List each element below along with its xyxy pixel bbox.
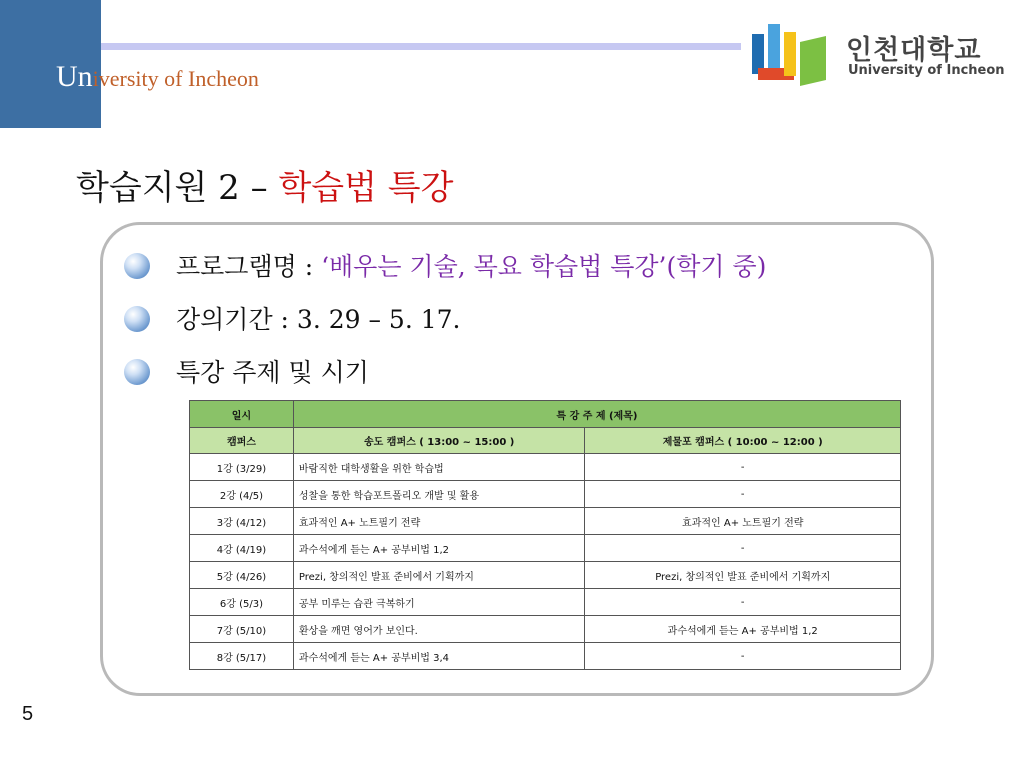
table-row <box>190 454 901 481</box>
bullet-period: 강의기간 : 3. 29 – 5. 17. <box>176 305 461 334</box>
header-bar <box>101 43 741 50</box>
row-date: 3강 (4/12) <box>190 508 294 535</box>
table-row <box>190 589 901 616</box>
brand-rest: iversity of Incheon <box>92 66 259 91</box>
row-date: 4강 (4/19) <box>190 535 294 562</box>
row-songdo: 공부 미루는 습관 극복하기 <box>293 589 585 616</box>
logo-english-name: University of Incheon <box>848 63 1005 78</box>
row-songdo: 성찰을 통한 학습포트폴리오 개발 및 활용 <box>293 481 585 508</box>
row-jemulpo: - <box>585 535 901 562</box>
bullet-program <box>176 247 766 283</box>
brand-text <box>56 60 259 97</box>
bullet-icon <box>124 306 150 332</box>
header-topic: 특 강 주 제 (제목) <box>293 401 900 428</box>
page-number: 5 <box>22 703 34 725</box>
row-date: 6강 (5/3) <box>190 589 294 616</box>
row-jemulpo: 과수석에게 듣는 A+ 공부비법 1,2 <box>585 616 901 643</box>
university-logo-icon <box>748 24 830 88</box>
bullet-program-value: ‘배우는 기술, 목요 학습법 특강’(학기 중) <box>321 252 767 281</box>
row-date: 2강 (4/5) <box>190 481 294 508</box>
bullet-icon <box>124 253 150 279</box>
bullet-icon <box>124 359 150 385</box>
row-jemulpo: - <box>585 643 901 670</box>
row-jemulpo: - <box>585 454 901 481</box>
table-row <box>190 481 901 508</box>
slide-title <box>76 160 453 209</box>
row-jemulpo: Prezi, 창의적인 발표 준비에서 기획까지 <box>585 562 901 589</box>
row-date: 1강 (3/29) <box>190 454 294 481</box>
table-row <box>190 535 901 562</box>
header-date: 일시 <box>190 401 294 428</box>
subheader-campus: 캠퍼스 <box>190 428 294 454</box>
brand-prefix: Un <box>56 60 93 93</box>
row-date: 8강 (5/17) <box>190 643 294 670</box>
row-jemulpo: 효과적인 A+ 노트필기 전략 <box>585 508 901 535</box>
row-date: 5강 (4/26) <box>190 562 294 589</box>
row-songdo: Prezi, 창의적인 발표 준비에서 기획까지 <box>293 562 585 589</box>
bullet-program-label: 프로그램명 : <box>176 252 322 281</box>
schedule-table <box>189 400 901 670</box>
slide-title-main: 학습지원 2 – <box>76 168 279 208</box>
row-songdo: 과수석에게 듣는 A+ 공부비법 3,4 <box>293 643 585 670</box>
table-subheader-row <box>190 428 901 454</box>
bullet-topics: 특강 주제 및 시기 <box>176 358 369 387</box>
table-row <box>190 643 901 670</box>
row-songdo: 바람직한 대학생활을 위한 학습법 <box>293 454 585 481</box>
table-header-row <box>190 401 901 428</box>
subheader-jemulpo: 제물포 캠퍼스 ( 10:00 ~ 12:00 ) <box>585 428 901 454</box>
row-songdo: 과수석에게 듣는 A+ 공부비법 1,2 <box>293 535 585 562</box>
row-songdo: 효과적인 A+ 노트필기 전략 <box>293 508 585 535</box>
row-jemulpo: - <box>585 481 901 508</box>
logo-korean-name: 인천대학교 <box>846 35 982 66</box>
table-row <box>190 562 901 589</box>
subheader-songdo: 송도 캠퍼스 ( 13:00 ~ 15:00 ) <box>293 428 585 454</box>
table-row <box>190 616 901 643</box>
row-date: 7강 (5/10) <box>190 616 294 643</box>
row-jemulpo: - <box>585 589 901 616</box>
table-row <box>190 508 901 535</box>
row-songdo: 환상을 깨면 영어가 보인다. <box>293 616 585 643</box>
slide-title-accent: 학습법 특강 <box>278 168 454 208</box>
